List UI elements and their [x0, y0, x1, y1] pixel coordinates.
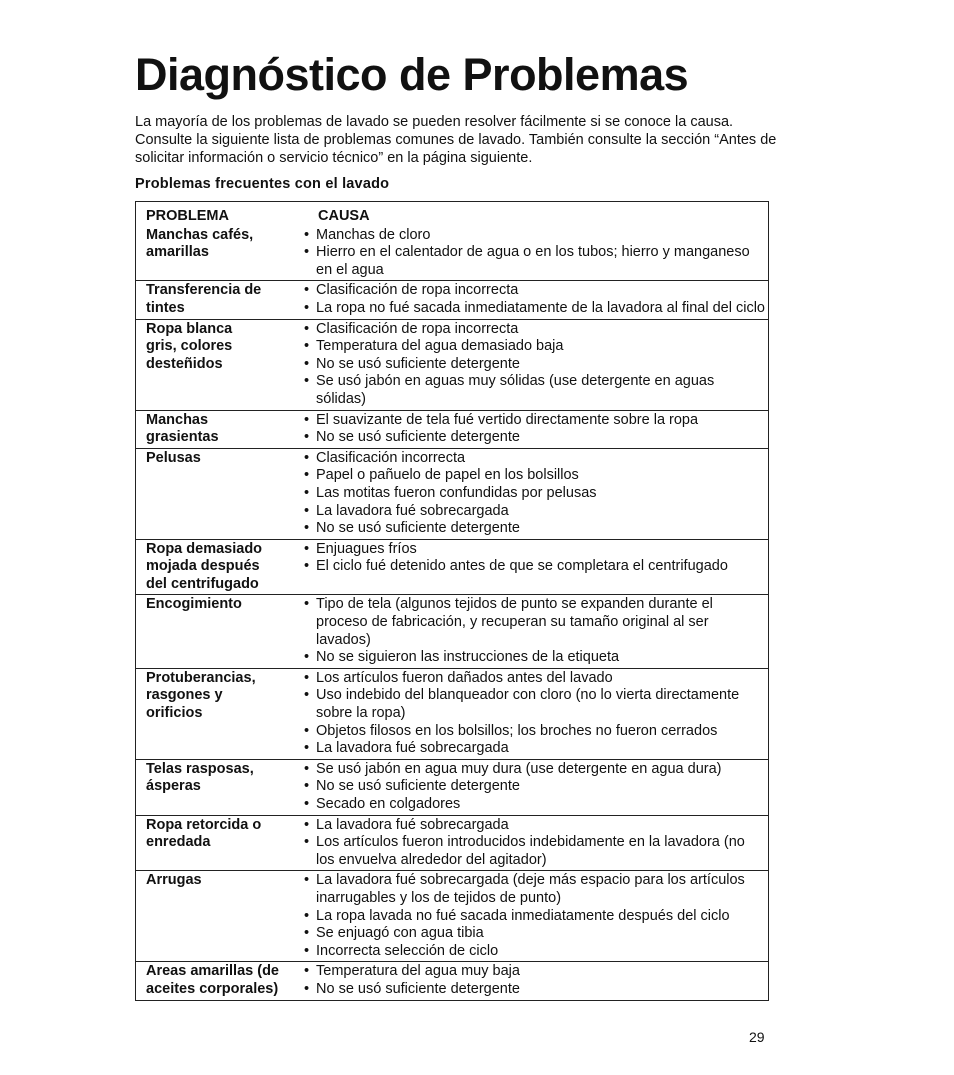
table-row — [136, 759, 769, 815]
cause-item: • Temperatura del agua muy baja — [304, 963, 766, 981]
cause-item: • La lavadora fué sobrecargada (deje más espacio para los artículos inarrugables y los de tejidos de punto) — [304, 872, 766, 907]
table-row — [136, 226, 769, 281]
cause-item: • Los artículos fueron introducidos indebidamente en la lavadora (no los envuelva alrededor del agitador) — [304, 834, 766, 869]
cause-list — [296, 450, 766, 538]
cause-cell — [296, 962, 769, 1000]
problem-label-line: Manchas — [146, 411, 209, 428]
cause-item: • El ciclo fué detenido antes de que se completara el centrifugado — [304, 558, 766, 576]
problem-cell — [136, 595, 297, 668]
cause-item: • Las motitas fueron confundidas por pelusas — [304, 485, 766, 503]
cause-cell — [296, 871, 769, 962]
problem-label-line: gris, colores — [146, 338, 233, 355]
cause-item: • Tipo de tela (algunos tejidos de punto se expanden durante el proceso de fabricación, y recuperan su tamaño original al ser lavados) — [304, 596, 766, 649]
table-header-row — [136, 202, 769, 226]
table-row — [136, 595, 769, 668]
cause-item: • Uso indebido del blanqueador con cloro (no lo vierta directamente sobre la ropa) — [304, 687, 766, 722]
cause-item: • Clasificación incorrecta — [304, 450, 766, 468]
cause-item: • Clasificación de ropa incorrecta — [304, 282, 766, 300]
problem-label-line: rasgones y — [146, 687, 223, 704]
page-title: Diagnóstico de Problemas — [135, 49, 689, 100]
problem-label-line: amarillas — [146, 244, 209, 261]
problem-label-line: Transferencia de — [146, 282, 262, 299]
problem-label-line: Telas rasposas, — [146, 760, 254, 777]
problem-cell — [136, 815, 297, 871]
table-row — [136, 668, 769, 759]
problem-label-line: enredada — [146, 834, 211, 851]
problem-label-line: Arrugas — [146, 872, 202, 889]
problem-label-line: grasientas — [146, 429, 219, 446]
table-row — [136, 410, 769, 448]
cause-list — [296, 596, 766, 666]
cause-item: • Se enjuagó con agua tibia — [304, 925, 766, 943]
table-row — [136, 448, 769, 539]
cause-item: • La ropa lavada no fué sacada inmediatamente después del ciclo — [304, 908, 766, 926]
cause-item: • Objetos filosos en los bolsillos; los broches no fueron cerrados — [304, 723, 766, 741]
problem-label-line: Ropa retorcida o — [146, 816, 262, 833]
table-row — [136, 871, 769, 962]
table-row — [136, 962, 769, 1000]
cause-list — [296, 872, 766, 960]
cause-cell — [296, 595, 769, 668]
problem-cell — [136, 448, 297, 539]
cause-list — [296, 412, 766, 447]
cause-list — [296, 227, 766, 280]
cause-list — [296, 761, 766, 814]
cause-list — [296, 541, 766, 576]
problem-label-line: tintes — [146, 299, 185, 316]
cause-item: • La lavadora fué sobrecargada — [304, 817, 766, 835]
cause-list — [296, 670, 766, 758]
problem-label-line: Areas amarillas (de — [146, 963, 279, 980]
problem-label-line: Pelusas — [146, 449, 201, 466]
problem-label-line: Encogimiento — [146, 596, 242, 613]
problem-cell — [136, 226, 297, 281]
cause-item: • Papel o pañuelo de papel en los bolsillos — [304, 467, 766, 485]
problem-column-header: PROBLEMA — [146, 208, 229, 224]
cause-item: • No se usó suficiente detergente — [304, 520, 766, 538]
cause-item: • Manchas de cloro — [304, 227, 766, 245]
cause-item: • La lavadora fué sobrecargada — [304, 740, 766, 758]
cause-cell — [296, 539, 769, 595]
table-row — [136, 281, 769, 319]
cause-cell — [296, 448, 769, 539]
table-body — [136, 226, 769, 1000]
problem-label-line: Ropa demasiado — [146, 540, 263, 557]
cause-list — [296, 817, 766, 870]
cause-item: • Clasificación de ropa incorrecta — [304, 321, 766, 339]
cause-cell — [296, 319, 769, 410]
cause-item: • Se usó jabón en aguas muy sólidas (use detergente en aguas sólidas) — [304, 373, 766, 408]
cause-item: • Hierro en el calentador de agua o en los tubos; hierro y manganeso en el agua — [304, 244, 766, 279]
cause-cell — [296, 759, 769, 815]
problems-table — [135, 201, 769, 1001]
problem-cell — [136, 410, 297, 448]
cause-list — [296, 321, 766, 409]
cause-cell — [296, 281, 769, 319]
problem-label-line: del centrifugado — [146, 575, 259, 592]
problem-label-line: aceites corporales) — [146, 980, 279, 997]
cause-item: • No se usó suficiente detergente — [304, 429, 766, 447]
cause-item: • La lavadora fué sobrecargada — [304, 503, 766, 521]
problem-label-line: ásperas — [146, 778, 201, 795]
cause-cell — [296, 668, 769, 759]
section-heading: Problemas frecuentes con el lavado — [135, 176, 390, 192]
cause-cell — [296, 226, 769, 281]
problem-label-line: Manchas cafés, — [146, 226, 254, 243]
cause-item: • Los artículos fueron dañados antes del lavado — [304, 670, 766, 688]
cause-item: • Temperatura del agua demasiado baja — [304, 338, 766, 356]
problem-label-line: mojada después — [146, 558, 260, 575]
cause-item: • Enjuagues fríos — [304, 541, 766, 559]
cause-item: • Incorrecta selección de ciclo — [304, 943, 766, 961]
page-number: 29 — [749, 1029, 765, 1045]
table-header — [136, 202, 769, 226]
problem-label-line: desteñidos — [146, 355, 223, 372]
cause-column-header: CAUSA — [318, 208, 370, 224]
problem-cell — [136, 871, 297, 962]
problem-label-line: Ropa blanca — [146, 320, 233, 337]
cause-item: • No se siguieron las instrucciones de la etiqueta — [304, 649, 766, 667]
table-row — [136, 319, 769, 410]
problem-cell — [136, 759, 297, 815]
cause-item: • No se usó suficiente detergente — [304, 981, 766, 999]
problem-cell — [136, 668, 297, 759]
intro-paragraph: La mayoría de los problemas de lavado se pueden resolver fácilmente si se conoce la causa. Consulte la siguiente lista de problemas comunes de lavado. También consulte la sección “Antes de solicitar información o servicio técnico” en la página siguiente. — [135, 114, 777, 166]
cause-item: • La ropa no fué sacada inmediatamente de la lavadora al final del ciclo — [304, 300, 766, 318]
problem-cell — [136, 962, 297, 1000]
table-row — [136, 815, 769, 871]
cause-cell — [296, 410, 769, 448]
cause-item: • Se usó jabón en agua muy dura (use detergente en agua dura) — [304, 761, 766, 779]
table-row — [136, 539, 769, 595]
problem-cell — [136, 281, 297, 319]
cause-cell — [296, 815, 769, 871]
cause-item: • No se usó suficiente detergente — [304, 356, 766, 374]
cause-item: • Secado en colgadores — [304, 796, 766, 814]
cause-item: • El suavizante de tela fué vertido directamente sobre la ropa — [304, 412, 766, 430]
problem-label-line: orificios — [146, 705, 203, 722]
problem-cell — [136, 319, 297, 410]
cause-list — [296, 963, 766, 998]
cause-list — [296, 282, 766, 317]
cause-item: • No se usó suficiente detergente — [304, 778, 766, 796]
problem-cell — [136, 539, 297, 595]
problem-label-line: Protuberancias, — [146, 669, 256, 686]
